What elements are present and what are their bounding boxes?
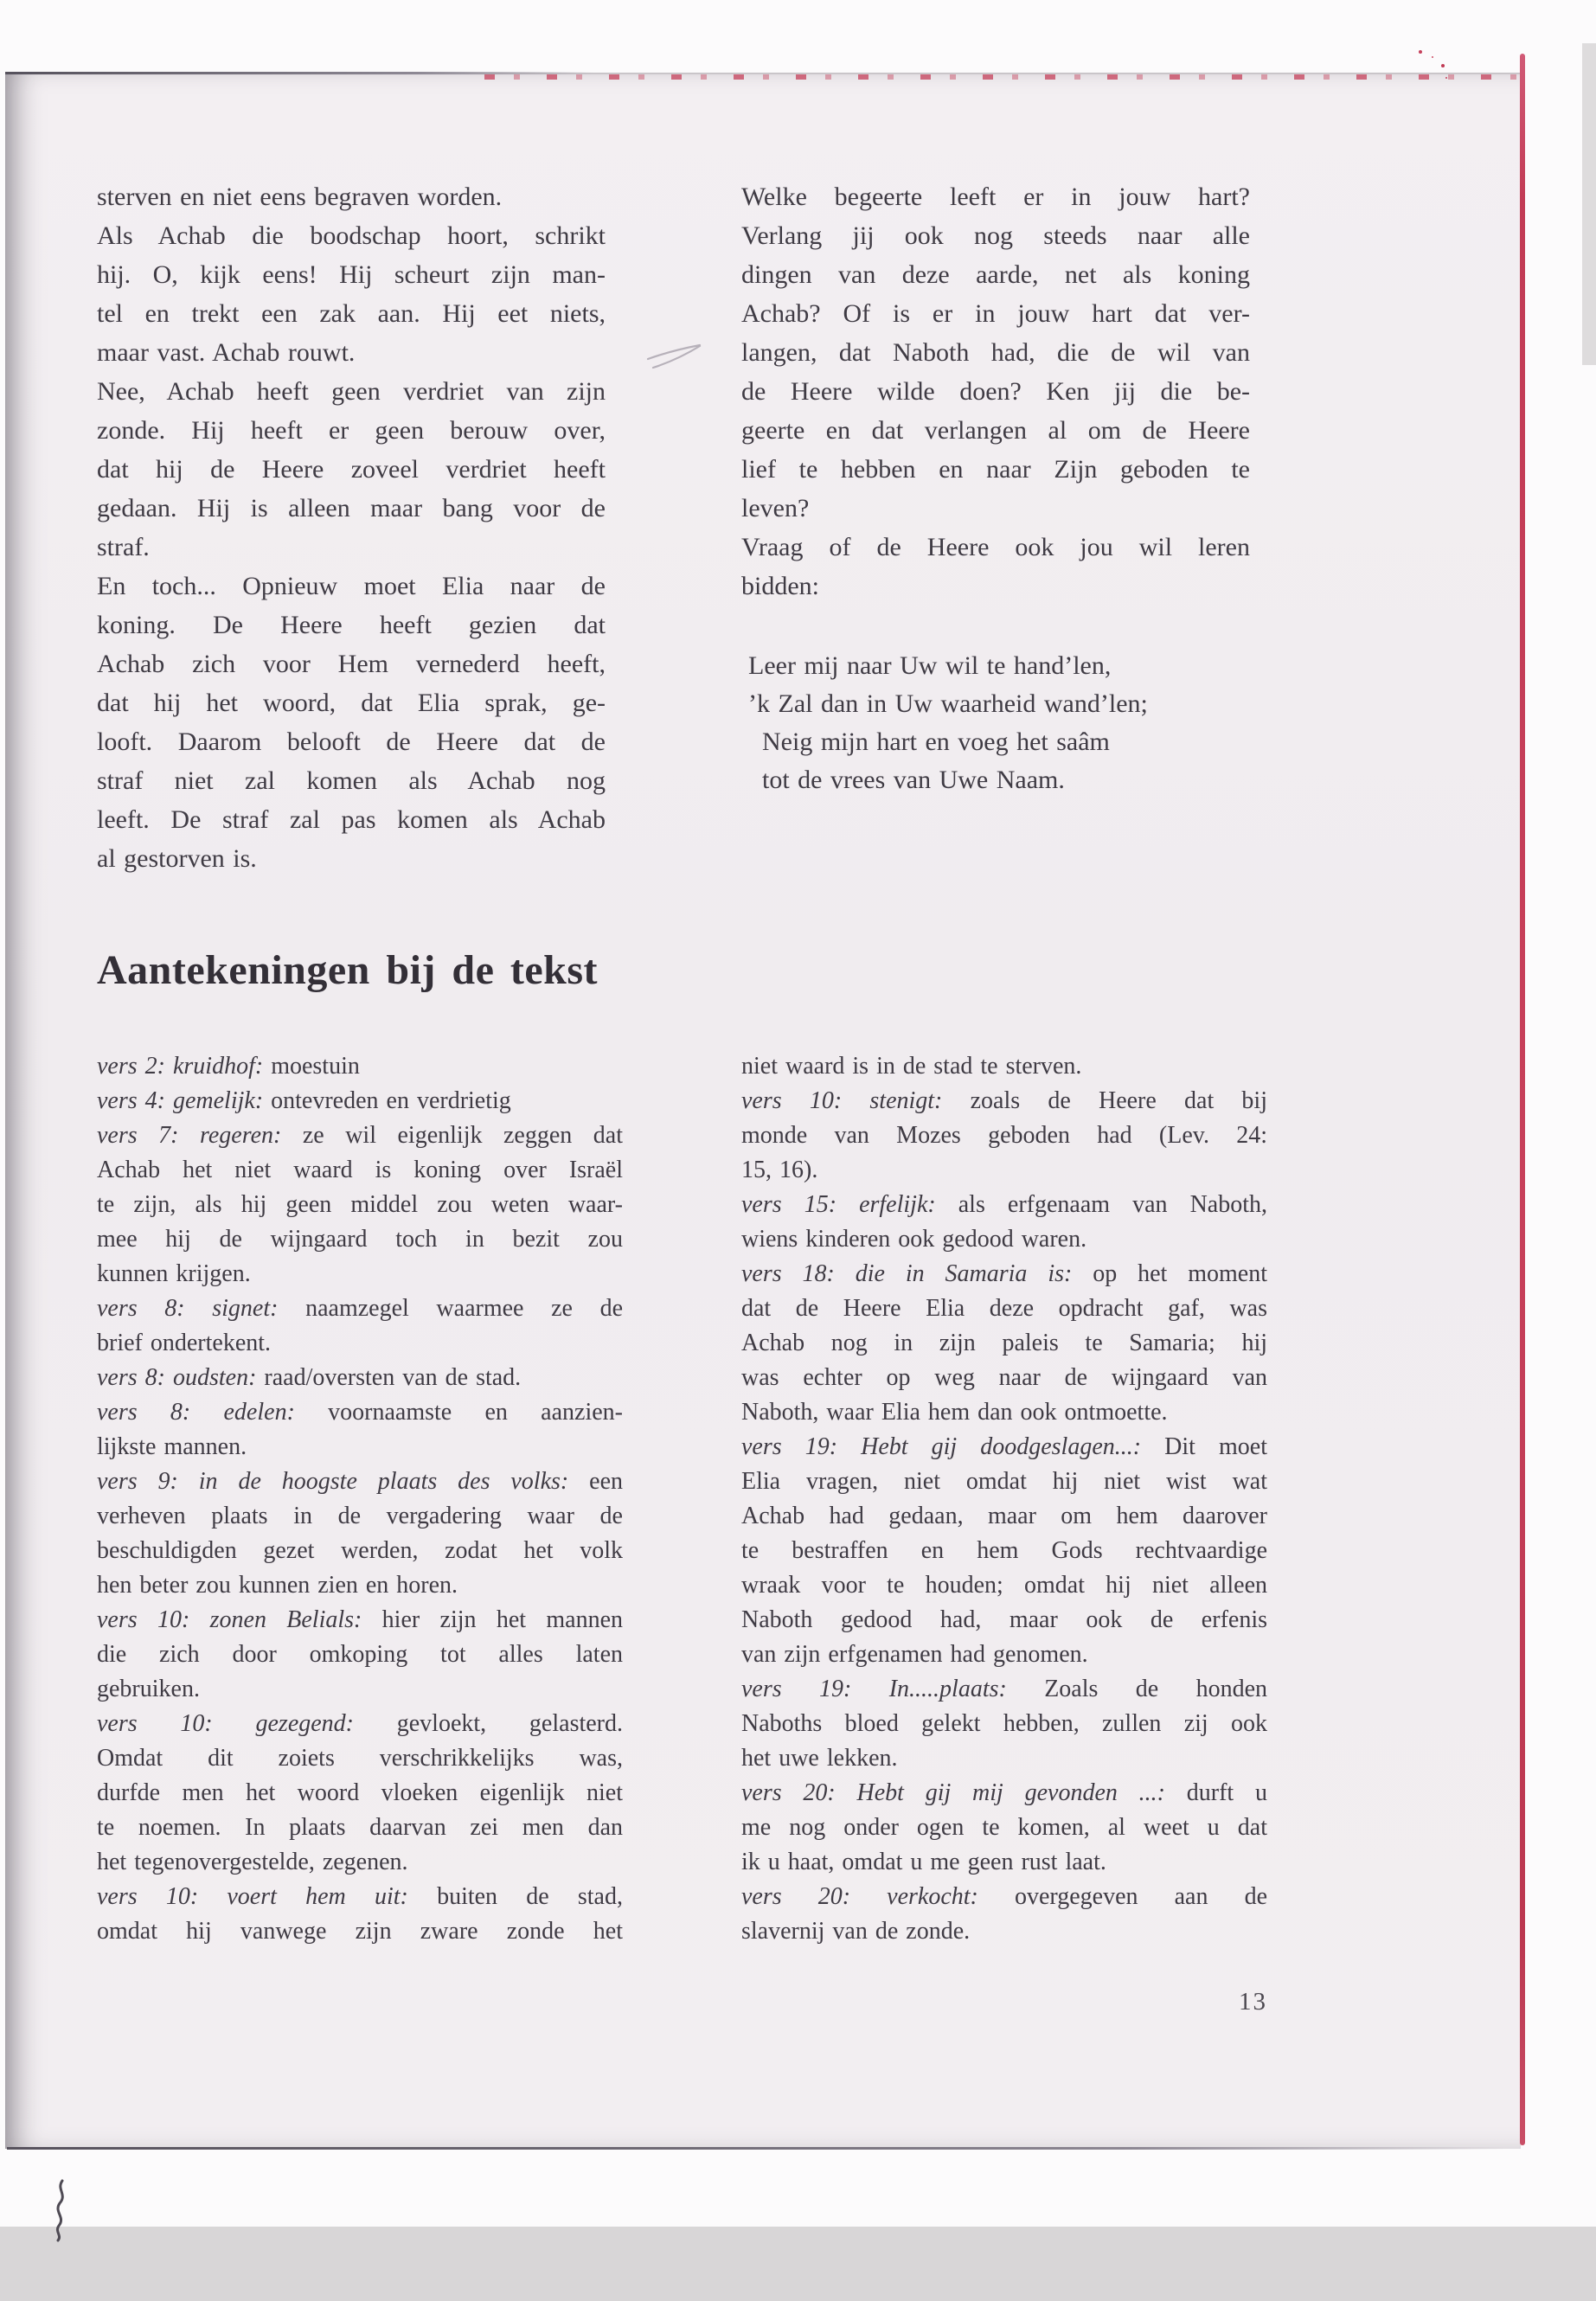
text-line: Achab het niet waard is koning over Israël: [97, 1157, 623, 1183]
text-line: Achab zich voor Hem vernederd heeft,: [97, 650, 606, 678]
text-line: vers 10: gezegend: gevloekt, gelasterd.: [97, 1710, 623, 1737]
text-line: lijkste mannen.: [97, 1433, 247, 1460]
text-line: leeft. De straf zal pas komen als Achab: [97, 805, 606, 834]
text-line: En toch... Opnieuw moet Elia naar de: [97, 572, 606, 600]
text-line: slavernij van de zonde.: [741, 1918, 971, 1945]
text-line: zonde. Hij heeft er geen berouw over,: [97, 416, 606, 445]
text-line: dingen van deze aarde, net als koning: [741, 260, 1250, 289]
text-line: ik u haat, omdat u me geen rust laat.: [741, 1849, 1106, 1875]
text-line: leven?: [741, 494, 810, 522]
ink-scribble-mark: [50, 2178, 74, 2242]
text-line: vers 19: In.....plaats: Zoals de honden: [741, 1676, 1268, 1702]
text-line: gedaan. Hij is alleen maar bang voor de: [97, 494, 606, 522]
red-page-edge: [1520, 54, 1525, 2145]
text-line: 15, 16).: [741, 1157, 818, 1183]
poem-line: Leer mij naar Uw wil te hand’len,: [748, 651, 1112, 680]
text-line: Achab? Of is er in jouw hart dat ver-: [741, 299, 1250, 328]
text-line: vers 10: zonen Belials: hier zijn het mannen: [97, 1606, 624, 1633]
text-line: al gestorven is.: [97, 844, 257, 873]
text-line: Naboth gedood had, maar ook de erfenis: [741, 1606, 1267, 1633]
text-line: te bestraffen en hem Gods rechtvaardige: [741, 1537, 1267, 1564]
text-line: Nee, Achab heeft geen verdriet van zijn: [97, 377, 606, 406]
text-line: beschuldigden gezet werden, zodat het volk: [97, 1537, 623, 1564]
text-line: Achab had gedaan, maar om hem daarover: [741, 1503, 1267, 1529]
text-line: hij. O, kijk eens! Hij scheurt zijn man-: [97, 260, 606, 289]
text-line: vers 2: kruidhof: moestuin: [97, 1053, 360, 1080]
text-line: straf niet zal komen als Achab nog: [97, 766, 606, 795]
notes-right-column: [741, 1049, 1267, 1949]
page-number: 13: [1239, 1988, 1267, 2016]
text-line: me nog onder ogen te komen, al weet u dat: [741, 1814, 1267, 1841]
text-line: gebruiken.: [97, 1676, 200, 1702]
text-line: Vraag of de Heere ook jou wil leren: [741, 533, 1250, 561]
text-line: Elia vragen, niet omdat hij niet wist wat: [741, 1468, 1267, 1495]
text-line: bidden:: [741, 572, 819, 600]
text-line: lief te hebben en naar Zijn geboden te: [741, 455, 1250, 484]
text-line: Achab nog in zijn paleis te Samaria; hij: [741, 1330, 1267, 1356]
text-line: die zich door omkoping tot alles laten: [97, 1641, 623, 1668]
text-line: durfde men het woord vloeken eigenlijk niet: [97, 1779, 623, 1806]
red-top-edge-marks: [484, 74, 1519, 80]
pencil-arrow-mark: [644, 333, 708, 378]
text-line: Naboth, waar Elia hem dan ook ontmoette.: [741, 1399, 1168, 1426]
poem-line: tot de vrees van Uwe Naam.: [762, 766, 1065, 794]
text-line: wraak voor te houden; omdat hij niet alleen: [741, 1572, 1267, 1599]
text-line: vers 8: oudsten: raad/oversten van de stad.: [97, 1364, 522, 1391]
text-line: langen, dat Naboth had, die de wil van: [741, 338, 1250, 367]
text-line: maar vast. Achab rouwt.: [97, 338, 356, 367]
text-line: mee hij de wijngaard toch in bezit zou: [97, 1226, 623, 1253]
text-line: vers 10: voert hem uit: buiten de stad,: [97, 1883, 623, 1910]
text-line: verheven plaats in de vergadering waar de: [97, 1503, 623, 1529]
text-line: te zijn, als hij geen middel zou weten waar-: [97, 1191, 623, 1218]
text-line: vers 8: signet: naamzegel waarmee ze de: [97, 1295, 623, 1322]
text-line: vers 20: Hebt gij mij gevonden ...: durft u: [741, 1779, 1267, 1806]
body-right-column: [741, 177, 1250, 606]
body-left-column: [97, 177, 606, 878]
text-line: vers 8: edelen: voornaamste en aanzien-: [97, 1399, 623, 1426]
text-line: dat hij het woord, dat Elia sprak, ge-: [97, 689, 606, 717]
text-line: Omdat dit zoiets verschrikkelijks was,: [97, 1745, 623, 1772]
text-line: hen beter zou kunnen zien en horen.: [97, 1572, 458, 1599]
text-line: Naboths bloed gelekt hebben, zullen zij ook: [741, 1710, 1267, 1737]
text-line: vers 10: stenigt: zoals de Heere dat bij: [741, 1087, 1267, 1114]
text-line: dat hij de Heere zoveel verdriet heeft: [97, 455, 606, 484]
scanner-bottom-strip: [0, 2227, 1596, 2301]
text-line: sterven en niet eens begraven worden.: [97, 183, 503, 211]
text-line: het tegenovergestelde, zegenen.: [97, 1849, 408, 1875]
poem-line: Neig mijn hart en voeg het saâm: [762, 727, 1110, 756]
text-line: geerte en dat verlangen al om de Heere: [741, 416, 1250, 445]
notes-left-column: [97, 1049, 623, 1949]
text-line: het uwe lekken.: [741, 1745, 898, 1772]
text-line: tel en trekt een zak aan. Hij eet niets,: [97, 299, 606, 328]
text-line: Als Achab die boodschap hoort, schrikt: [97, 221, 606, 250]
text-line: vers 19: Hebt gij doodgeslagen...: Dit moet: [741, 1433, 1267, 1460]
text-line: vers 15: erfelijk: als erfgenaam van Naboth,: [741, 1191, 1267, 1218]
scanner-edge-strip: [1582, 43, 1596, 365]
text-line: vers 9: in de hoogste plaats des volks: een: [97, 1468, 623, 1495]
text-line: van zijn erfgenamen had genomen.: [741, 1641, 1088, 1668]
section-heading: Aantekeningen bij de tekst: [97, 947, 599, 993]
text-line: te noemen. In plaats daarvan zei men dan: [97, 1814, 623, 1841]
text-line: vers 20: verkocht: overgegeven aan de: [741, 1883, 1268, 1910]
text-line: monde van Mozes geboden had (Lev. 24:: [741, 1122, 1267, 1149]
text-line: niet waard is in de stad te sterven.: [741, 1053, 1082, 1080]
text-line: brief ondertekent.: [97, 1330, 272, 1356]
poem-line: ’k Zal dan in Uw waarheid wand’len;: [748, 689, 1148, 718]
text-line: kunnen krijgen.: [97, 1260, 251, 1287]
text-line: straf.: [97, 533, 150, 561]
text-line: Welke begeerte leeft er in jouw hart?: [741, 183, 1250, 211]
text-line: wiens kinderen ook gedood waren.: [741, 1226, 1087, 1253]
text-line: Verlang jij ook nog steeds naar alle: [741, 221, 1250, 250]
text-line: vers 4: gemelijk: ontevreden en verdrietig: [97, 1087, 511, 1114]
page-bottom-edge: [7, 2147, 1505, 2150]
text-line: vers 7: regeren: ze wil eigenlijk zeggen dat: [97, 1122, 623, 1149]
text-line: koning. De Heere heeft gezien dat: [97, 611, 606, 639]
text-line: vers 18: die in Samaria is: op het moment: [741, 1260, 1267, 1287]
text-line: omdat hij vanwege zijn zware zonde het: [97, 1918, 623, 1945]
text-line: de Heere wilde doen? Ken jij die be-: [741, 377, 1250, 406]
text-line: dat de Heere Elia deze opdracht gaf, was: [741, 1295, 1267, 1322]
text-line: was echter op weg naar de wijngaard van: [741, 1364, 1267, 1391]
red-corner-specks: [1419, 50, 1422, 54]
text-line: looft. Daarom belooft de Heere dat de: [97, 727, 606, 756]
hymn-quote: [748, 647, 1233, 799]
